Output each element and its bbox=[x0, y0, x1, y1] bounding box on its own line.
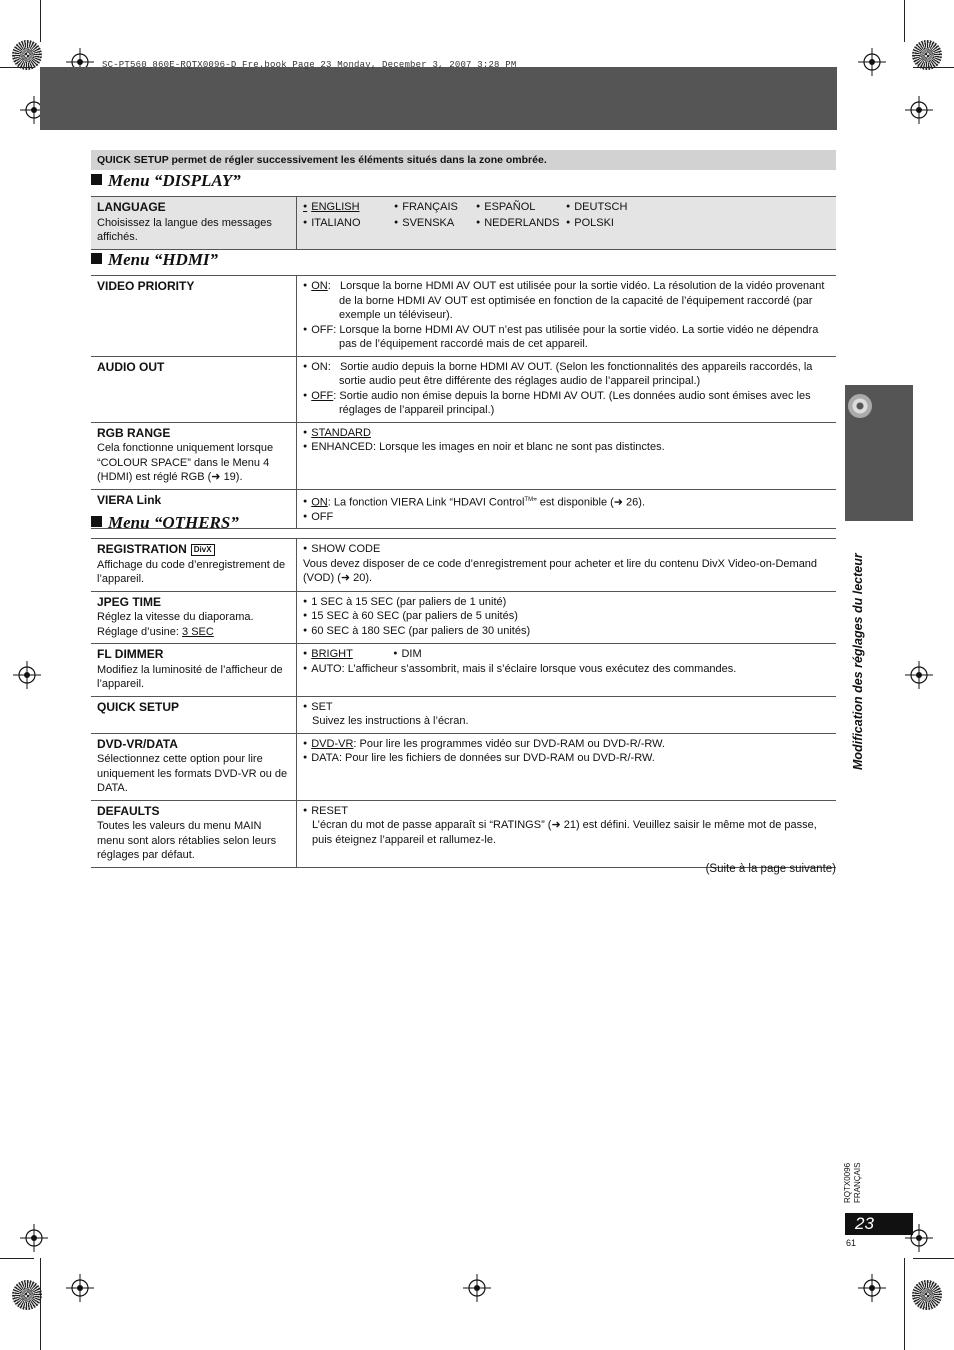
crop-mark bbox=[904, 1258, 905, 1350]
option-on: ● ON: La fonction VIERA Link “HDAVI Control™” est disponible (➜ 26). bbox=[303, 493, 830, 510]
list-item: ● 60 SEC à 180 SEC (par paliers de 30 unités) bbox=[303, 624, 830, 639]
file-info-line: SC-PT560_860E-RQTX0096-D_Fre.book Page 23 Monday, December 3, 2007 3:28 PM bbox=[102, 60, 517, 70]
table-row bbox=[91, 696, 836, 733]
setting-name: VIDEO PRIORITY bbox=[97, 279, 195, 293]
setting-name: AUDIO OUT bbox=[97, 359, 165, 374]
table-row bbox=[91, 539, 836, 592]
sheet-number: 61 bbox=[846, 1238, 857, 1248]
starburst-icon bbox=[12, 1280, 42, 1310]
setting-name: DEFAULTS bbox=[97, 803, 160, 818]
setting-description: Cela fonctionne uniquement lorsque “COLOUR SPACE” dans le Menu 4 (HDMI) est réglé RGB (➜ 19). bbox=[97, 442, 274, 483]
setting-description: Toutes les valeurs du menu MAIN menu sont alors rétablies selon leurs réglages par défaut. bbox=[97, 820, 277, 861]
option-off: ● OFF bbox=[303, 510, 830, 525]
crop-mark bbox=[40, 1258, 41, 1350]
crosshair-icon bbox=[858, 48, 886, 76]
setting-description: Affichage du code d’enregistrement de l’appareil. bbox=[97, 558, 286, 585]
crop-mark bbox=[0, 67, 34, 68]
option-off: ● OFF: Lorsque la borne HDMI AV OUT n’est pas utilisée pour la sortie vidéo. La sortie vidéo ne dépendra pas de l’équipement raccordé mais de cet appareil. bbox=[303, 323, 830, 352]
setting-name: FL DIMMER bbox=[97, 647, 164, 661]
setting-name: VIERA Link bbox=[97, 492, 162, 507]
table-row bbox=[91, 356, 836, 422]
table-row bbox=[91, 644, 836, 697]
setting-description: Modifiez la luminosité de l’afficheur de l’appareil. bbox=[97, 663, 283, 690]
quick-setup-note: QUICK SETUP permet de régler successivement les éléments situés dans la zone ombrée. bbox=[91, 150, 836, 170]
side-section-label: Modification des réglages du lecteur bbox=[851, 553, 865, 770]
option-note: Suivez les instructions à l’écran. bbox=[312, 715, 469, 727]
list-item: ● 1 SEC à 15 SEC (par paliers de 1 unité) bbox=[303, 595, 830, 610]
disc-icon bbox=[848, 394, 872, 418]
option-reset: ● RESET bbox=[303, 804, 830, 819]
page-number: 23 bbox=[845, 1213, 913, 1235]
divx-badge: DivX bbox=[191, 544, 215, 556]
crosshair-icon bbox=[858, 1274, 886, 1302]
starburst-icon bbox=[912, 1280, 942, 1310]
setting-description: Sélectionnez cette option pour lire uniquement les formats DVD-VR ou de DATA. bbox=[97, 753, 288, 794]
option-data: ● DATA: Pour lire les fichiers de données sur DVD-RAM ou DVD-R/-RW. bbox=[303, 751, 830, 766]
language-options bbox=[303, 200, 830, 230]
option-note: L’écran du mot de passe apparaît si “RATINGS” (➜ 21) est défini. Veuillez saisir le même mot de passe, puis éteignez l’appareil et rallumez-le. bbox=[312, 819, 817, 846]
crosshair-icon bbox=[905, 96, 933, 124]
option-francais: ● FRANÇAIS bbox=[394, 200, 476, 215]
option-on: ● ON: Lorsque la borne HDMI AV OUT est utilisée pour la sortie vidéo. La résolution de la vidéo provenant de la borne HDMI AV OUT est optimisée en fonction de la capacité de l’équipement raccordé (par exemple un téléviseur). bbox=[303, 279, 830, 323]
crop-mark bbox=[40, 0, 41, 42]
option-nederlands: ● NEDERLANDS bbox=[476, 216, 566, 231]
starburst-icon bbox=[12, 40, 42, 70]
option-deutsch: ● DEUTSCH bbox=[566, 200, 656, 215]
table-row bbox=[91, 276, 836, 357]
crop-mark bbox=[0, 1258, 34, 1259]
crop-mark bbox=[913, 67, 954, 68]
setting-name: DVD-VR/DATA bbox=[97, 736, 178, 751]
option-svenska: ● SVENSKA bbox=[394, 216, 476, 231]
option-set: ● SET bbox=[303, 700, 830, 715]
option-enhanced: ● ENHANCED: Lorsque les images en noir et blanc ne sont pas distinctes. bbox=[303, 440, 830, 455]
setting-name: LANGUAGE bbox=[97, 200, 166, 214]
option-standard: ● STANDARD bbox=[303, 426, 830, 441]
table-row bbox=[91, 422, 836, 489]
option-english: ● ENGLISH bbox=[303, 200, 394, 215]
option-bright-dim: ● BRIGHT● DIM bbox=[303, 647, 830, 662]
option-italiano: ● ITALIANO bbox=[303, 216, 394, 231]
option-note: Vous devez disposer de ce code d’enregistrement pour acheter et lire du contenu DivX Video-on-Demand (VOD) (➜ 20). bbox=[303, 557, 818, 584]
crosshair-icon bbox=[13, 661, 41, 689]
option-on: ● ON: Sortie audio depuis la borne HDMI AV OUT. (Selon les fonctionnalités des appareils raccordés, la sortie audio peut être différente des réglages audio de l’appareil principal.) bbox=[303, 360, 830, 389]
section-title-display: Menu “DISPLAY” bbox=[91, 171, 241, 191]
table-row bbox=[91, 733, 836, 800]
others-table bbox=[91, 538, 836, 868]
setting-name: JPEG TIME bbox=[97, 594, 162, 609]
table-row bbox=[91, 197, 836, 250]
section-title-hdmi: Menu “HDMI” bbox=[91, 250, 218, 270]
setting-name: RGB RANGE bbox=[97, 425, 171, 440]
continued-note: (Suite à la page suivante) bbox=[705, 863, 836, 875]
option-off: ● OFF: Sortie audio non émise depuis la borne HDMI AV OUT. (Les données audio sont émises avec les réglages de l’appareil principal.) bbox=[303, 389, 830, 418]
setting-description: Réglez la vitesse du diaporama. Réglage d’usine: 3 SEC bbox=[97, 611, 254, 638]
table-row bbox=[91, 591, 836, 644]
option-dvd-vr: ● DVD-VR: Pour lire les programmes vidéo sur DVD-RAM ou DVD-R/-RW. bbox=[303, 737, 830, 752]
header-bar bbox=[40, 67, 837, 130]
setting-name: QUICK SETUP bbox=[97, 699, 180, 714]
setting-description: Choisissez la langue des messages affichés. bbox=[97, 216, 272, 243]
crop-mark bbox=[913, 1258, 954, 1259]
crosshair-icon bbox=[463, 1274, 491, 1302]
crosshair-icon bbox=[66, 1274, 94, 1302]
option-auto: ● AUTO: L’afficheur s’assombrit, mais il s’éclaire lorsque vous exécutez des commandes. bbox=[303, 662, 830, 677]
option-show-code: ● SHOW CODE bbox=[303, 542, 830, 557]
option-polski: ● POLSKI bbox=[566, 216, 656, 231]
crosshair-icon bbox=[905, 661, 933, 689]
section-title-others: Menu “OTHERS” bbox=[91, 513, 239, 533]
option-espanol: ● ESPAÑOL bbox=[476, 200, 566, 215]
crosshair-icon bbox=[20, 1224, 48, 1252]
starburst-icon bbox=[912, 40, 942, 70]
list-item: ● 15 SEC à 60 SEC (par paliers de 5 unités) bbox=[303, 609, 830, 624]
hdmi-table bbox=[91, 275, 836, 529]
display-table bbox=[91, 196, 836, 250]
setting-name: REGISTRATION DivX bbox=[97, 542, 290, 557]
doc-code: RQTX0096 FRANÇAIS bbox=[843, 1162, 862, 1203]
table-row bbox=[91, 800, 836, 867]
crop-mark bbox=[904, 0, 905, 42]
